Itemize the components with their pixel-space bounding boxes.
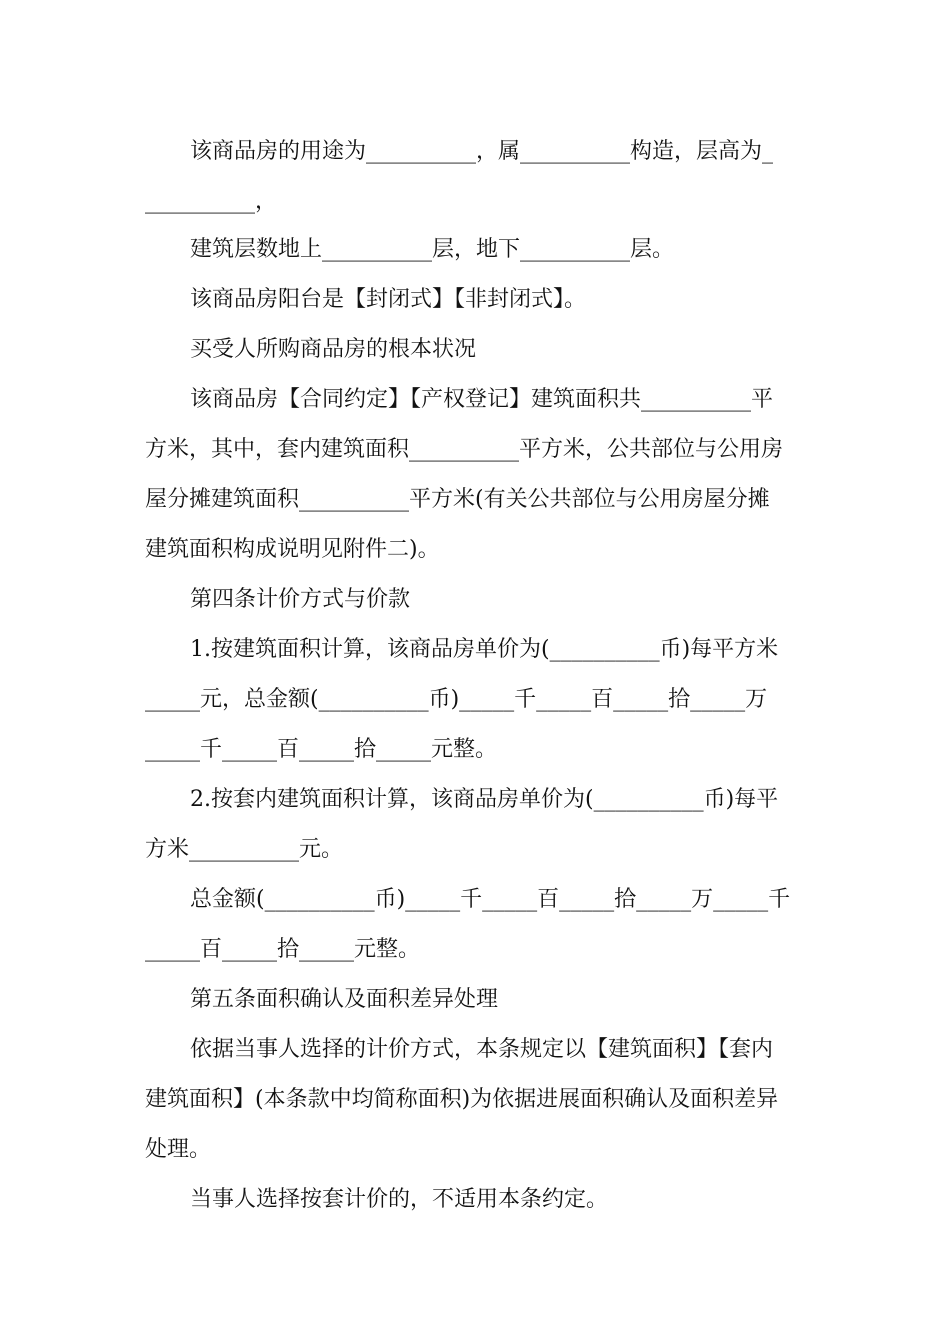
article-heading-pricing: 第四条计价方式与价款 bbox=[190, 587, 411, 612]
text-line-per-unit-note: 当事人选择按套计价的，不适用本条约定。 bbox=[190, 1187, 609, 1212]
text-line-price-2b: 方米__________元。 bbox=[145, 837, 344, 862]
text-line-usage: 该商品房的用途为__________，属__________构造，层高为_ bbox=[190, 139, 774, 164]
text-line-area-2: 方米，其中，套内建筑面积__________平方米，公共部位与公用房 bbox=[145, 437, 784, 462]
text-line-area-4: 建筑面积构成说明见附件二)。 bbox=[145, 537, 440, 562]
text-line-basis-3: 处理。 bbox=[145, 1137, 212, 1162]
text-line-price-1c: _____千_____百_____拾_____元整。 bbox=[145, 737, 498, 762]
text-line-floors: 建筑层数地上__________层，地下__________层。 bbox=[190, 237, 675, 262]
text-line-balcony: 该商品房阳台是【封闭式】【非封闭式】。 bbox=[190, 287, 587, 312]
text-line-area-1: 该商品房【合同约定】【产权登记】建筑面积共__________平 bbox=[190, 387, 774, 412]
article-heading-area-confirmation: 第五条面积确认及面积差异处理 bbox=[190, 987, 499, 1012]
text-line-price-1b: _____元，总金额(__________币)_____千_____百_____拾_____万 bbox=[145, 687, 768, 712]
text-line-basis-1: 依据当事人选择的计价方式，本条规定以【建筑面积】【套内 bbox=[190, 1037, 774, 1062]
text-line-area-3: 屋分摊建筑面积__________平方米(有关公共部位与公用房屋分摊 bbox=[145, 487, 770, 512]
text-line-price-2a: 2.按套内建筑面积计算，该商品房单价为(__________币)每平 bbox=[190, 787, 779, 812]
text-line-total-a: 总金额(__________币)_____千_____百_____拾_____万_____千 bbox=[190, 887, 791, 912]
text-line-usage-cont: __________， bbox=[145, 189, 278, 214]
section-heading-basic-status: 买受人所购商品房的根本状况 bbox=[190, 337, 477, 362]
text-line-price-1a: 1.按建筑面积计算，该商品房单价为(__________币)每平方米 bbox=[190, 637, 779, 662]
text-line-total-b: _____百_____拾_____元整。 bbox=[145, 937, 421, 962]
text-line-basis-2: 建筑面积】(本条款中均简称面积)为依据进展面积确认及面积差异 bbox=[145, 1087, 779, 1112]
